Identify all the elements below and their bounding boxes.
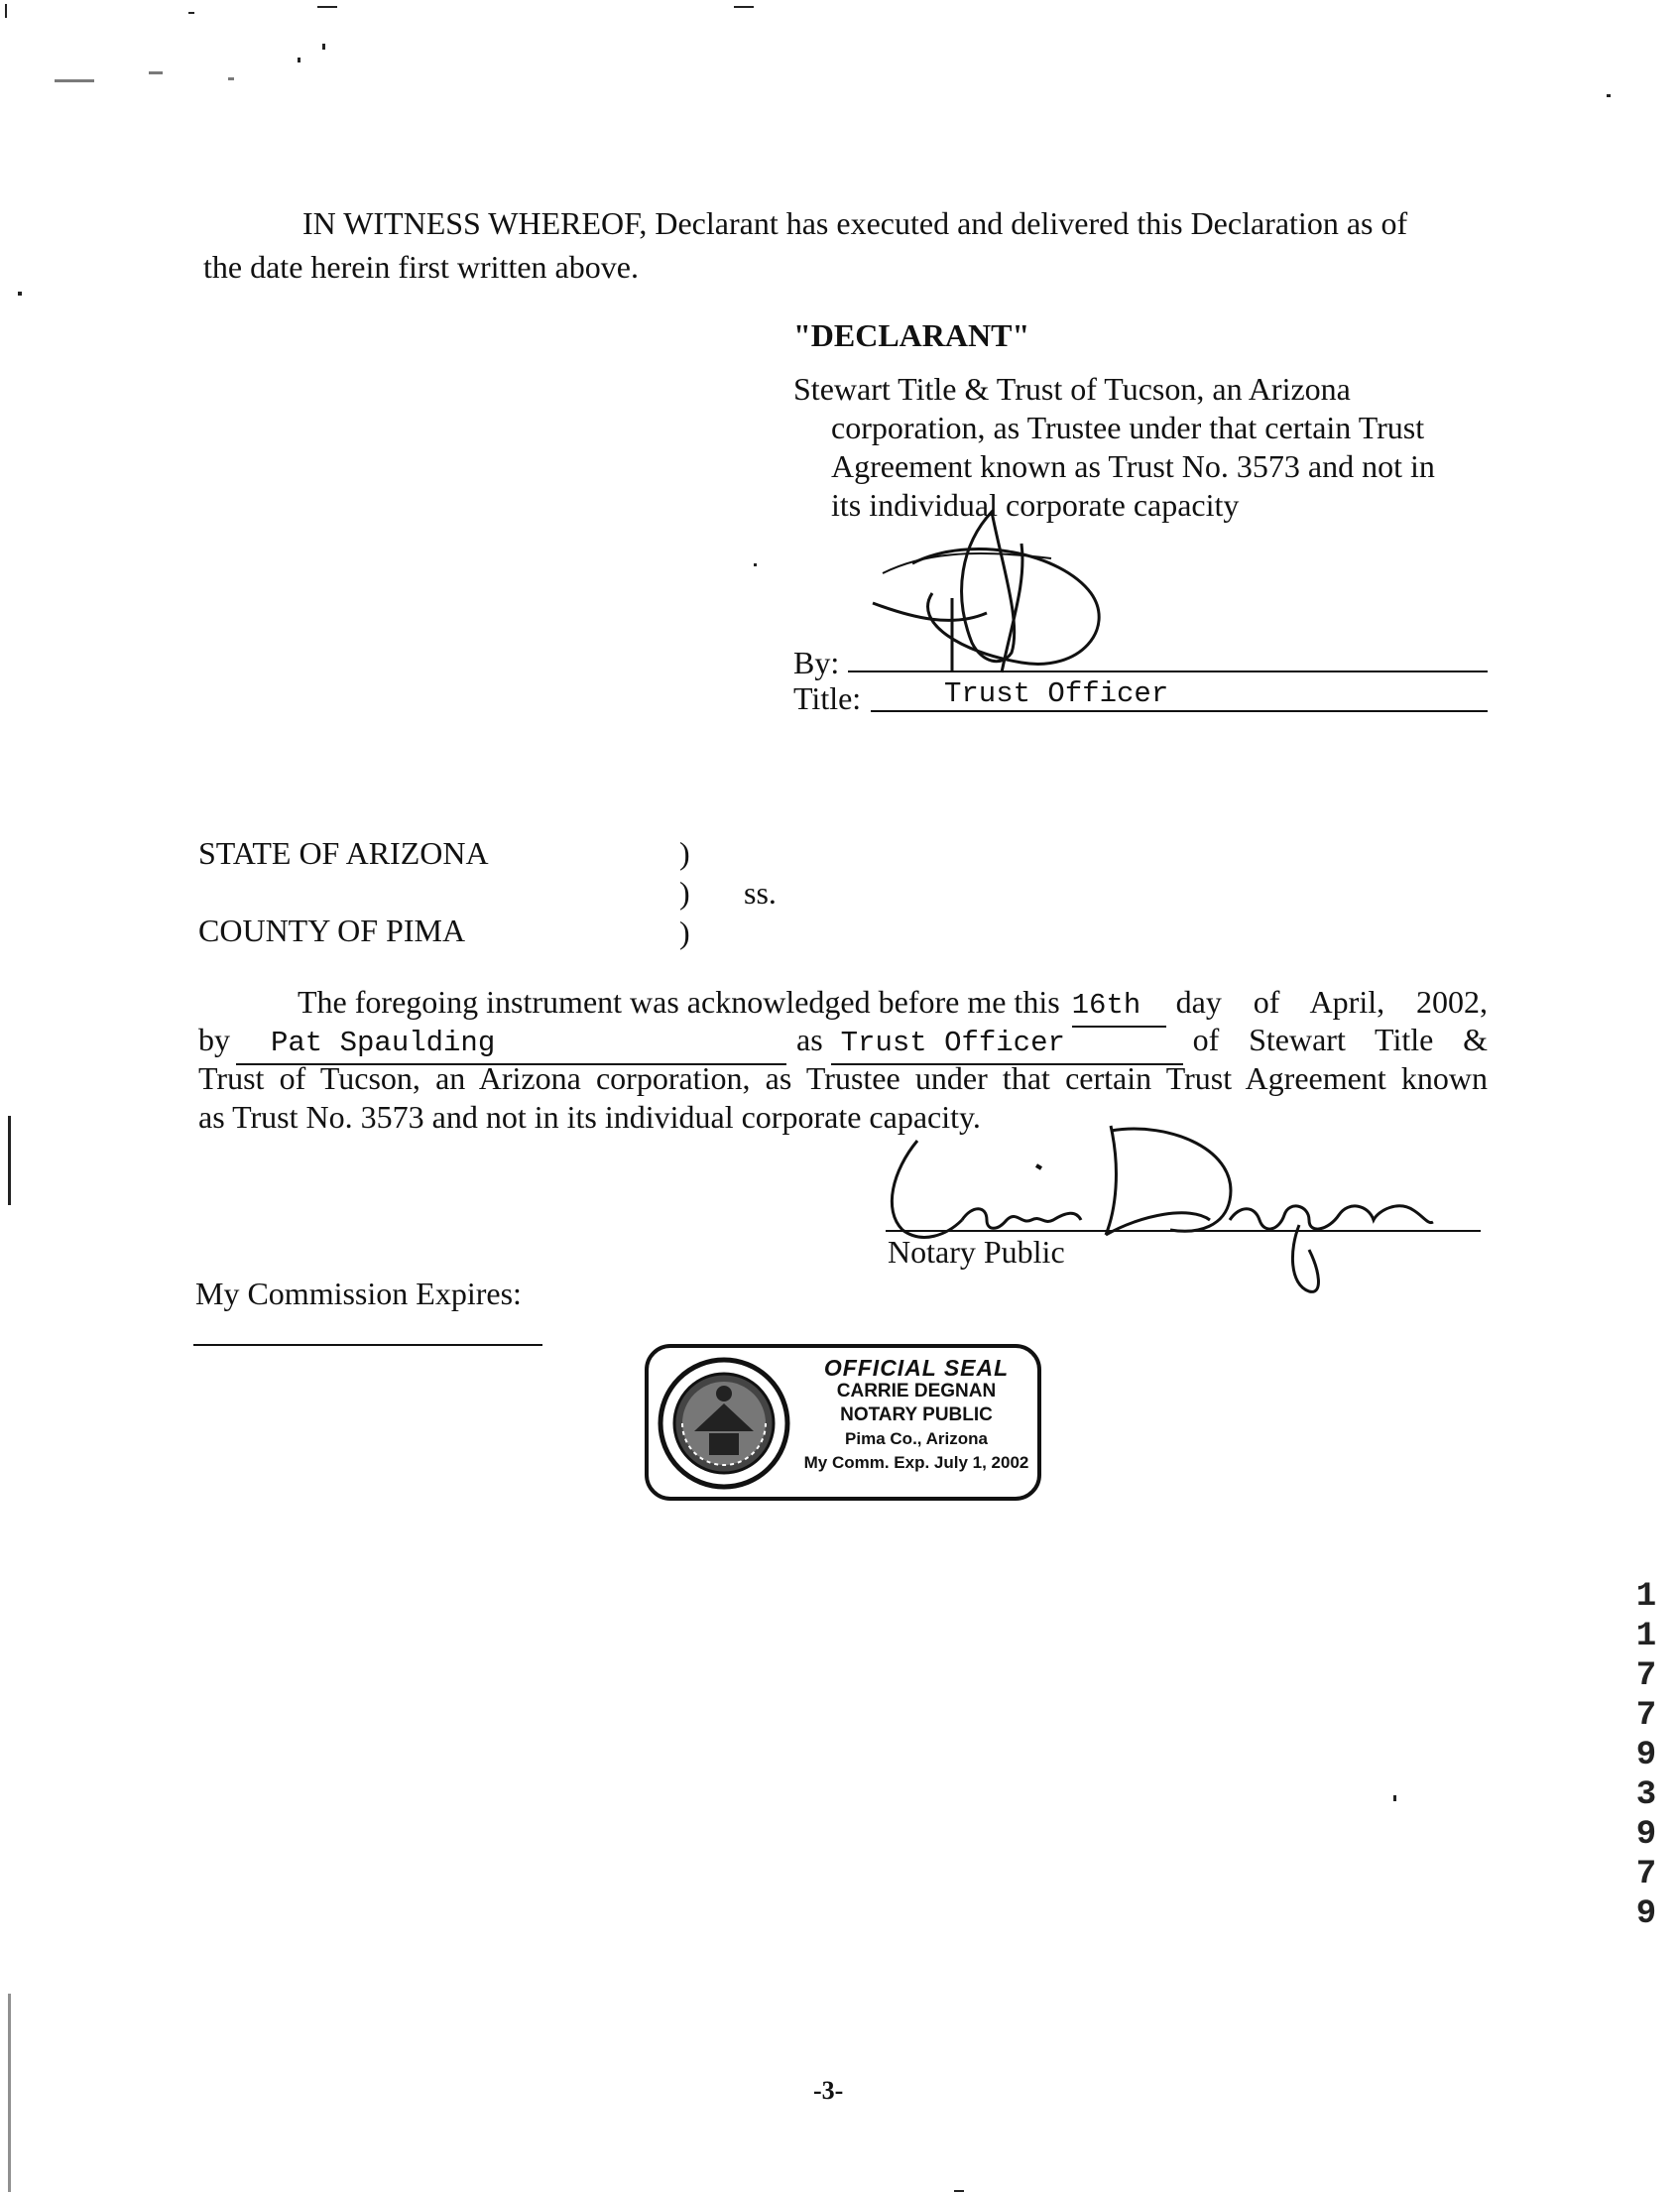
ack-of-entity: of Stewart Title & bbox=[1192, 1022, 1488, 1057]
margin-digit: 9 bbox=[1635, 1895, 1657, 1933]
title-line bbox=[871, 710, 1488, 712]
by-label: By: bbox=[793, 645, 840, 680]
arizona-state-seal-icon bbox=[655, 1354, 793, 1493]
trust-officer-signature bbox=[853, 504, 1131, 682]
margin-recording-number-1 bbox=[1631, 1577, 1661, 1775]
acknowledgment-line-4: as Trust No. 3573 and not in its individual corporate capacity. bbox=[198, 1099, 981, 1135]
commission-expires-label: My Commission Expires: bbox=[195, 1276, 522, 1311]
by-signature-line bbox=[848, 670, 1488, 672]
margin-digit: 7 bbox=[1635, 1697, 1657, 1735]
declarant-heading: "DECLARANT" bbox=[793, 317, 1030, 353]
venue-bracket-3: ) bbox=[679, 914, 690, 950]
official-seal-stamp bbox=[645, 1344, 1041, 1501]
margin-digit: 7 bbox=[1635, 1657, 1657, 1695]
ack-date-suffix: day of April, 2002, bbox=[1175, 984, 1488, 1020]
seal-name: CARRIE DEGNAN bbox=[836, 1381, 997, 1402]
ack-prefix: The foregoing instrument was acknowledged before me this bbox=[298, 984, 1060, 1020]
ss-label: ss. bbox=[744, 875, 777, 911]
margin-digit: 7 bbox=[1635, 1856, 1657, 1893]
margin-digit: 9 bbox=[1635, 1737, 1657, 1774]
acknowledgment-line-3: Trust of Tucson, an Arizona corporation, as Trustee under that certain Trust Agreement known bbox=[198, 1060, 1488, 1096]
margin-digit: 3 bbox=[1635, 1776, 1657, 1814]
ack-by-label: by bbox=[198, 1022, 230, 1057]
notary-public-label: Notary Public bbox=[888, 1234, 1065, 1270]
margin-digit: 9 bbox=[1635, 1816, 1657, 1854]
state-of-arizona: STATE OF ARIZONA bbox=[198, 835, 489, 871]
commission-expires-line bbox=[193, 1344, 542, 1346]
ack-capacity: Trust Officer bbox=[831, 1024, 1183, 1065]
declarant-entity-line-1: Stewart Title & Trust of Tucson, an Arizona bbox=[793, 371, 1351, 407]
declarant-entity-line-3: Agreement known as Trust No. 3573 and not in bbox=[831, 448, 1435, 484]
ack-as-label: as bbox=[796, 1022, 823, 1057]
seal-county: Pima Co., Arizona bbox=[845, 1429, 988, 1448]
title-value: Trust Officer bbox=[944, 677, 1169, 710]
margin-recording-number-2 bbox=[1631, 1775, 1661, 1934]
witness-clause-line-1: IN WITNESS WHEREOF, Declarant has executed and delivered this Declaration as of bbox=[302, 205, 1408, 241]
seal-title: OFFICIAL SEAL bbox=[823, 1355, 1010, 1381]
venue-bracket-2: ) bbox=[679, 875, 690, 911]
seal-expiry: My Comm. Exp. July 1, 2002 bbox=[803, 1453, 1029, 1472]
witness-clause-line-2: the date herein first written above. bbox=[203, 249, 639, 285]
ack-signer-name: Pat Spaulding bbox=[236, 1024, 786, 1065]
county-of-pima: COUNTY OF PIMA bbox=[198, 913, 466, 948]
seal-role: NOTARY PUBLIC bbox=[840, 1404, 993, 1425]
title-label: Title: bbox=[793, 680, 862, 716]
declarant-entity-line-2: corporation, as Trustee under that certain Trust bbox=[831, 410, 1425, 445]
ack-day: 16th bbox=[1072, 986, 1166, 1028]
declarant-entity-line-4: its individual corporate capacity bbox=[831, 487, 1240, 523]
margin-digit: 1 bbox=[1635, 1618, 1657, 1655]
venue-bracket-1: ) bbox=[679, 835, 690, 871]
page-number: -3- bbox=[813, 2076, 844, 2105]
margin-digit: 1 bbox=[1635, 1578, 1657, 1616]
